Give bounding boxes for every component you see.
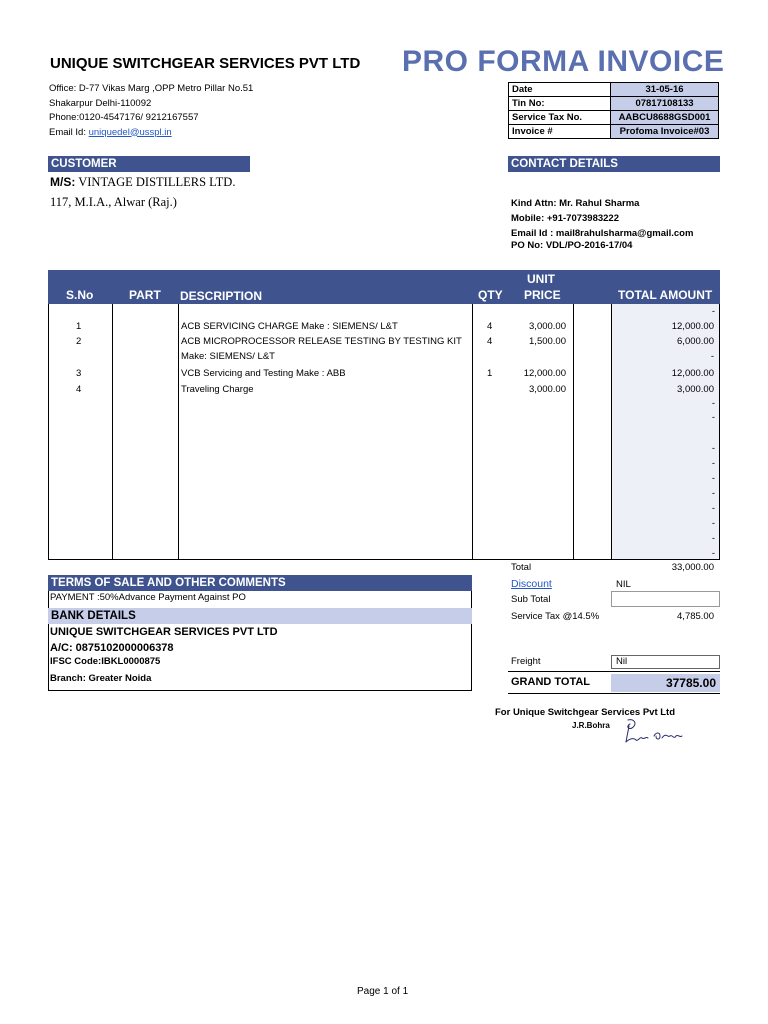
row-price: 3,000.00 <box>529 384 566 395</box>
bank-account-number: A/C: 0875102000006378 <box>50 642 174 654</box>
row-sno: 3 <box>76 368 82 379</box>
header-sno: S.No <box>66 288 94 302</box>
email-link[interactable]: uniquedel@usspl.in <box>88 126 172 138</box>
row-total: 6,000.00 <box>677 336 714 347</box>
amount-placeholder: - <box>711 548 715 559</box>
meta-key: Tin No: <box>509 97 611 111</box>
amount-placeholder: - <box>711 443 715 454</box>
meta-key: Date <box>509 83 611 97</box>
total-label: Total <box>511 562 532 573</box>
signature-image <box>620 716 700 748</box>
company-name: UNIQUE SWITCHGEAR SERVICES PVT LTD <box>50 55 361 72</box>
meta-row <box>509 83 719 97</box>
service-tax-value: 4,785.00 <box>677 611 714 622</box>
header-total-amount: TOTAL AMOUNT <box>618 288 713 302</box>
email-label: Email Id: <box>49 126 89 138</box>
row-price: 12,000.00 <box>523 368 566 379</box>
column-divider <box>112 304 113 560</box>
row-sno: 2 <box>76 336 82 347</box>
subtotal-field[interactable] <box>611 591 720 607</box>
bank-heading: BANK DETAILS <box>48 608 472 624</box>
meta-row <box>509 111 719 125</box>
row-qty: 4 <box>487 321 493 332</box>
row-total: 12,000.00 <box>671 321 714 332</box>
amount-placeholder: - <box>711 306 715 317</box>
row-total: 12,000.00 <box>671 368 714 379</box>
amount-placeholder: - <box>711 518 715 529</box>
items-table <box>48 270 720 560</box>
freight-label: Freight <box>511 656 541 667</box>
row-total: - <box>710 351 714 362</box>
customer-prefix: M/S: <box>50 175 76 189</box>
row-sno: 1 <box>76 321 82 332</box>
amount-placeholder: - <box>711 533 715 544</box>
amount-placeholder: - <box>711 398 715 409</box>
meta-key: Service Tax No. <box>509 111 611 125</box>
column-divider <box>611 304 612 560</box>
grand-total-value: 37785.00 <box>611 674 720 692</box>
row-price: 1,500.00 <box>529 336 566 347</box>
row-qty: 1 <box>487 368 493 379</box>
row-qty: 4 <box>487 336 493 347</box>
header-unit: UNIT <box>527 272 555 286</box>
kind-attn: Kind Attn: Mr. Rahul Sharma <box>511 198 640 209</box>
meta-row <box>509 97 719 111</box>
row-sno: 4 <box>76 384 82 395</box>
invoice-meta-table <box>508 82 719 139</box>
header-part: PART <box>129 288 161 302</box>
signature-for-line: For Unique Switchgear Services Pvt Ltd <box>495 707 676 718</box>
bank-branch: Branch: Greater Noida <box>50 673 152 684</box>
column-divider <box>573 304 574 560</box>
customer-address: 117, M.I.A., Alwar (Raj.) <box>50 195 177 209</box>
phone-line: Phone:0120-4547176/ 9212167557 <box>49 112 199 123</box>
column-divider <box>178 304 179 560</box>
header-qty: QTY <box>478 288 503 302</box>
customer-company: VINTAGE DISTILLERS LTD. <box>75 175 236 189</box>
total-value: 33,000.00 <box>671 562 714 573</box>
header-price: PRICE <box>524 288 561 302</box>
customer-heading: CUSTOMER <box>48 156 250 172</box>
subtotal-label: Sub Total <box>511 594 551 605</box>
amount-placeholder: - <box>711 412 715 423</box>
payment-terms: PAYMENT :50%Advance Payment Against PO <box>50 592 246 603</box>
address-line: Shakarpur Delhi-110092 <box>49 97 152 109</box>
email-line <box>49 126 253 141</box>
customer-name <box>50 175 235 190</box>
row-total: 3,000.00 <box>677 384 714 395</box>
divider <box>508 671 720 672</box>
company-address <box>49 82 253 140</box>
items-table-header <box>48 270 720 304</box>
amount-placeholder: - <box>711 458 715 469</box>
terms-heading: TERMS OF SALE AND OTHER COMMENTS <box>48 575 472 591</box>
meta-value: AABCU8688GSD001 <box>611 111 719 125</box>
service-tax-label: Service Tax @14.5% <box>511 611 600 622</box>
meta-value: 31-05-16 <box>611 83 719 97</box>
freight-field[interactable] <box>611 655 720 669</box>
grand-total-label: GRAND TOTAL <box>511 676 591 688</box>
mobile: Mobile: +91-7073983222 <box>511 213 619 224</box>
meta-key: Invoice # <box>509 125 611 139</box>
meta-value: Profoma Invoice#03 <box>611 125 719 139</box>
contact-email: Email Id : mail8rahulsharma@gmail.com <box>511 228 694 239</box>
contact-heading: CONTACT DETAILS <box>508 156 720 172</box>
bank-account-name: UNIQUE SWITCHGEAR SERVICES PVT LTD <box>50 626 278 638</box>
amount-placeholder: - <box>711 473 715 484</box>
row-description: Make: SIEMENS/ L&T <box>181 351 275 362</box>
discount-value: NIL <box>616 579 631 590</box>
amount-placeholder: - <box>711 503 715 514</box>
divider <box>508 693 720 694</box>
document-title: PRO FORMA INVOICE <box>402 45 725 78</box>
row-description: Traveling Charge <box>181 384 254 395</box>
signatory-name: J.R.Bohra <box>572 721 610 730</box>
header-description: DESCRIPTION <box>180 289 263 303</box>
bank-ifsc: IFSC Code:IBKL0000875 <box>50 656 161 667</box>
discount-link[interactable]: Discount <box>511 578 552 590</box>
freight-value: Nil <box>616 656 628 667</box>
meta-value: 07817108133 <box>611 97 719 111</box>
po-number: PO No: VDL/PO-2016-17/04 <box>511 240 633 251</box>
row-price: 3,000.00 <box>529 321 566 332</box>
row-description: VCB Servicing and Testing Make : ABB <box>181 368 346 379</box>
meta-row <box>509 125 719 139</box>
page-number: Page 1 of 1 <box>357 986 409 997</box>
row-description: ACB SERVICING CHARGE Make : SIEMENS/ L&T <box>181 321 398 332</box>
amount-placeholder: - <box>711 488 715 499</box>
contact-details <box>511 196 693 254</box>
row-description: ACB MICROPROCESSOR RELEASE TESTING BY TESTING KIT <box>181 336 462 347</box>
column-divider <box>472 304 473 560</box>
address-line: Office: D-77 Vikas Marg ,OPP Metro Pillar No.51 <box>49 83 254 94</box>
